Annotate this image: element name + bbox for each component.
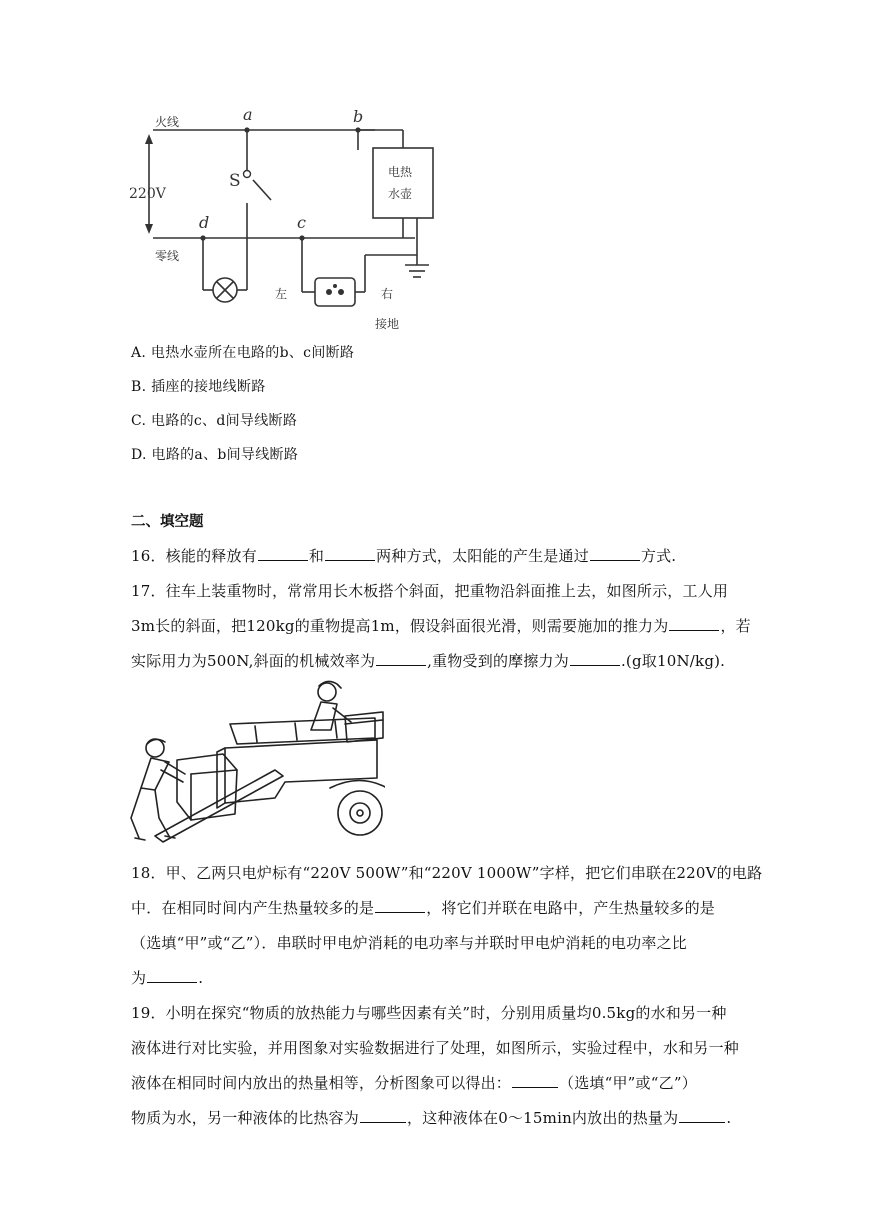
answer-blank [669, 629, 719, 631]
answer-blank [375, 911, 425, 913]
label-c: c [297, 213, 306, 232]
question-17-line-1: 17．往车上装重物时，常常用长木板搭个斜面，把重物沿斜面推上去，如图所示，工人用 [131, 582, 729, 600]
question-16: 16．核能的释放有 和 两种方式，太阳能的产生是通过 方式. [131, 547, 677, 565]
ramp-illustration [125, 678, 385, 848]
label-zero: 零线 [155, 249, 180, 263]
question-18-line-4: 为 . [131, 969, 204, 987]
label-d: d [199, 213, 210, 232]
answer-blank [679, 1121, 725, 1123]
answer-blank [590, 559, 640, 561]
crate-on-ramp [177, 754, 237, 820]
question-18-line-2: 中．在相同时间内产生热量较多的是 ，将它们并联在电路中，产生热量较多的是 [131, 899, 716, 917]
option-a: A. 电热水壶所在电路的b、c间断路 [131, 345, 355, 361]
question-19-line-4: 物质为水，另一种液体的比热容为 ，这种液体在0～15min内放出的热量为 . [131, 1109, 732, 1127]
answer-blank [360, 1121, 406, 1123]
question-17-line-2: 3m长的斜面，把120kg的重物提高1m，假设斜面很光滑，则需要施加的推力为 ，若 [131, 617, 751, 635]
label-fire: 火线 [155, 115, 180, 129]
truck-wheel [338, 791, 382, 835]
label-b: b [353, 107, 364, 126]
label-switch: S [229, 171, 241, 191]
answer-blank [147, 981, 197, 983]
socket [315, 278, 355, 306]
label-kettle-1: 电热 [388, 165, 413, 179]
answer-blank [376, 664, 426, 666]
answer-blank [570, 664, 620, 666]
question-19-line-3: 液体在相同时间内放出的热量相等，分析图象可以得出： （选填“甲”或“乙”） [131, 1074, 697, 1092]
label-a: a [243, 105, 253, 124]
question-18-line-1: 18．甲、乙两只电炉标有“220V 500W”和“220V 1000W”字样，把它们串联在220V的电路 [131, 864, 763, 882]
label-left: 左 [275, 287, 288, 301]
option-c: C. 电路的c、d间导线断路 [131, 413, 298, 429]
circuit-diagram [125, 100, 445, 335]
label-right: 右 [381, 287, 394, 301]
label-ground: 接地 [375, 317, 400, 331]
truck-railing [230, 718, 375, 744]
section-title: 二、填空题 [131, 514, 204, 530]
answer-blank [512, 1086, 558, 1088]
answer-blank [325, 559, 375, 561]
kettle-box [373, 148, 433, 218]
label-voltage: 220V [129, 186, 166, 202]
question-19-line-2: 液体进行对比实验，并用图象对实验数据进行了处理，如图所示，实验过程中，水和另一种 [131, 1039, 740, 1057]
answer-blank [258, 559, 308, 561]
question-19-line-1: 19．小明在探究“物质的放热能力与哪些因素有关”时，分别用质量均0.5kg的水和另一种 [131, 1004, 727, 1022]
truck-body [225, 740, 377, 803]
question-18-line-3: （选填“甲”或“乙”）．串联时甲电炉消耗的电功率与并联时甲电炉消耗的电功率之比 [131, 934, 687, 952]
option-b: B. 插座的接地线断路 [131, 379, 266, 395]
label-kettle-2: 水壶 [388, 187, 413, 201]
option-d: D. 电路的a、b间导线断路 [131, 447, 299, 463]
question-17-line-3: 实际用力为500N,斜面的机械效率为 ,重物受到的摩擦力为 .(g取10N/kg). [131, 652, 726, 670]
